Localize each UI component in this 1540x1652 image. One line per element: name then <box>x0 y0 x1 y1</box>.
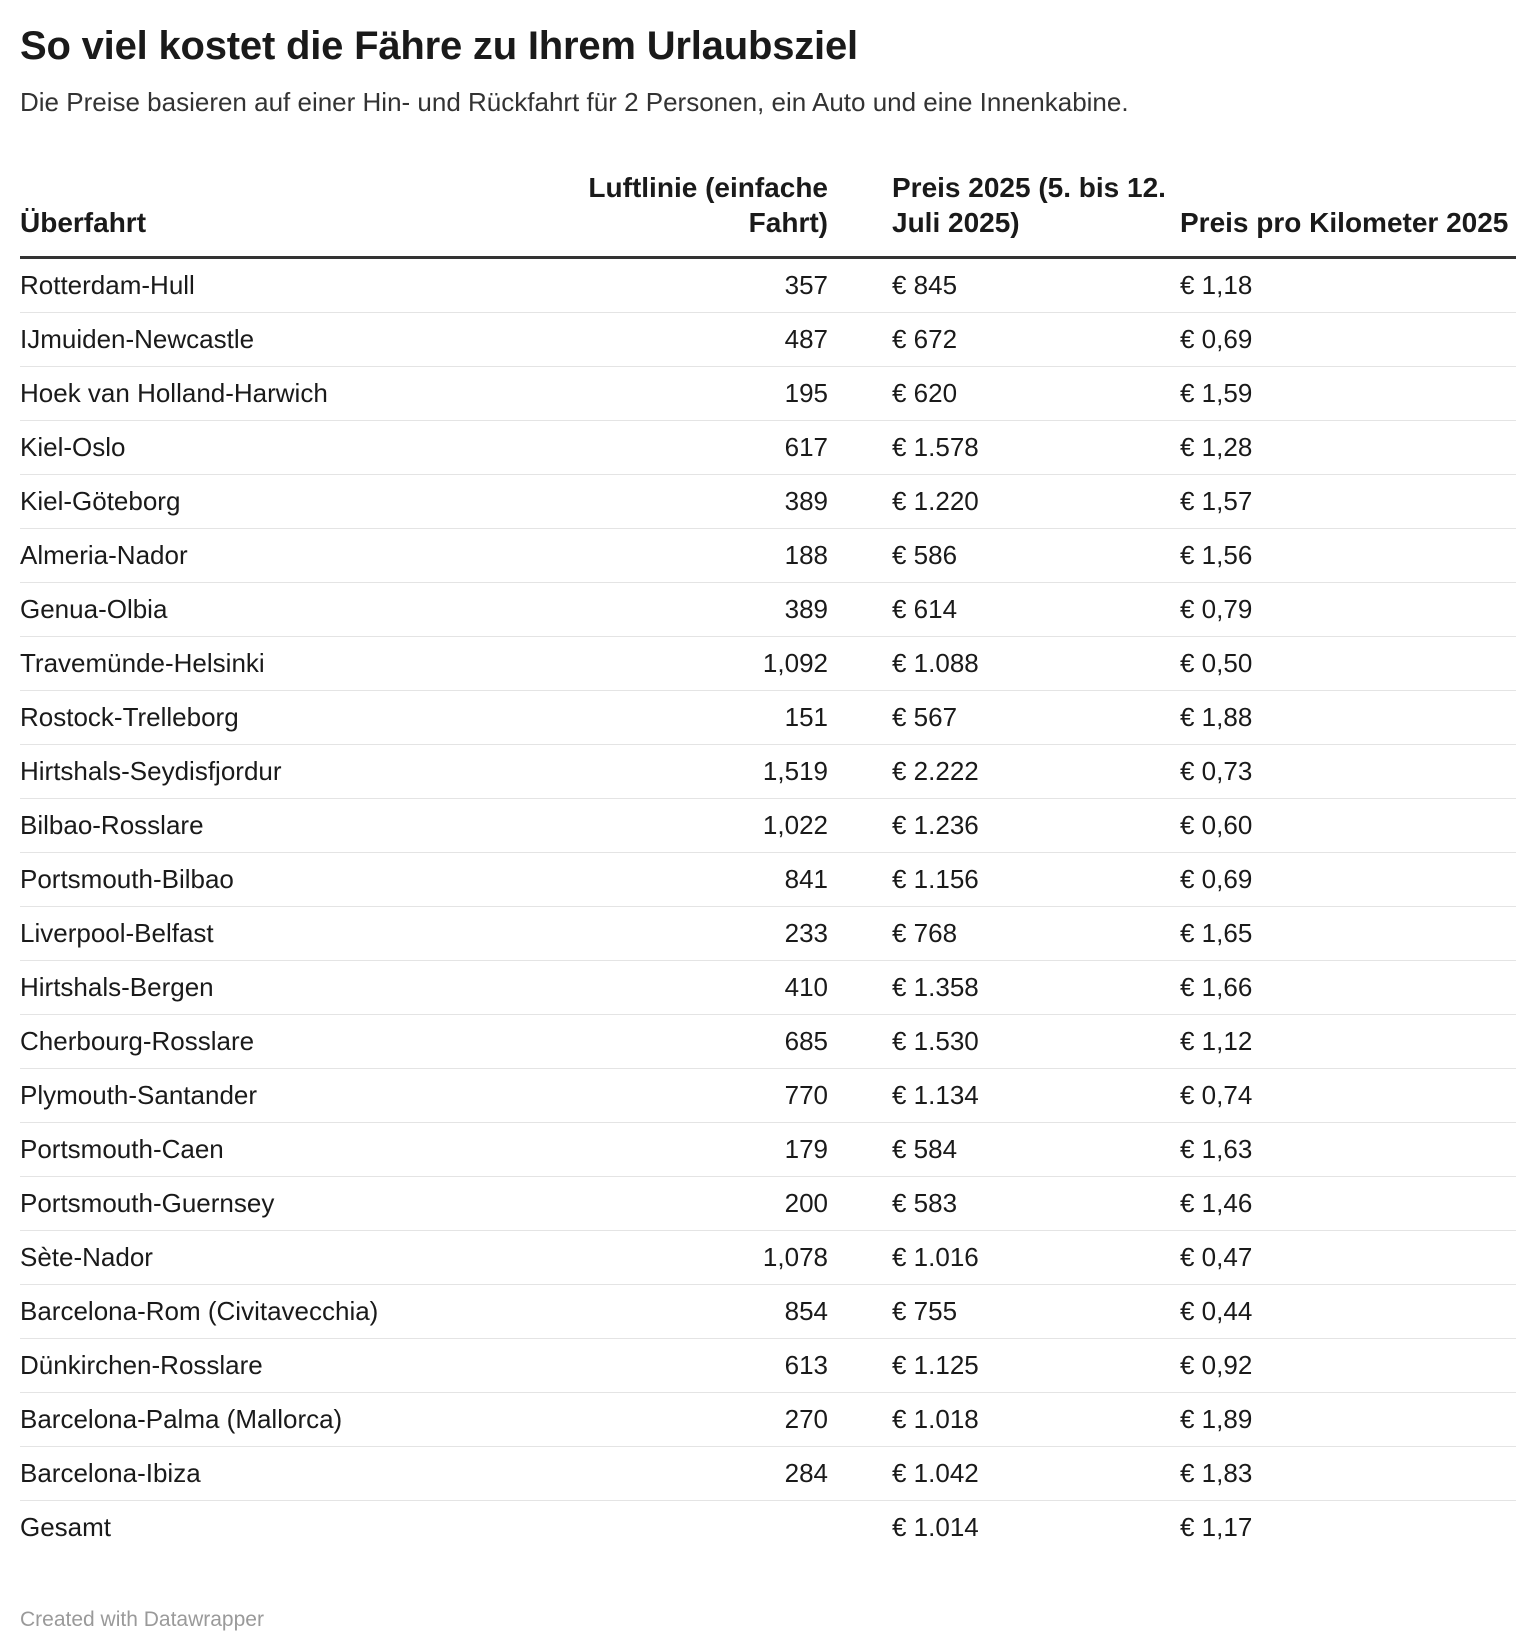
cell-distance: 617 <box>516 421 828 475</box>
table-row <box>20 1285 1516 1339</box>
chart-container <box>20 0 1516 1554</box>
cell-price-per-km: € 1,88 <box>1180 691 1516 745</box>
cell-route: Gesamt <box>20 1512 112 1542</box>
cell-distance: 613 <box>516 1339 828 1393</box>
table-row <box>20 367 1516 421</box>
cell-distance: 841 <box>516 853 828 907</box>
cell-distance: 188 <box>516 529 828 583</box>
cell-distance: 270 <box>516 1393 828 1447</box>
cell-price-per-km: € 1,12 <box>1180 1015 1516 1069</box>
cell-distance <box>516 1501 828 1555</box>
cell-price-per-km: € 1,66 <box>1180 961 1516 1015</box>
table-row <box>20 637 1516 691</box>
cell-distance: 195 <box>516 367 828 421</box>
table-row <box>20 745 1516 799</box>
table-row <box>20 1339 1516 1393</box>
cell-route: Portsmouth-Caen <box>20 1123 516 1177</box>
cell-distance: 685 <box>516 1015 828 1069</box>
footer-credit: Created with Datawrapper <box>20 1608 264 1631</box>
cell-route: Barcelona-Rom (Civitavecchia) <box>20 1285 516 1339</box>
table-row <box>20 1447 1516 1501</box>
cell-route: Liverpool-Belfast <box>20 907 516 961</box>
cell-distance: 410 <box>516 961 828 1015</box>
cell-distance: 179 <box>516 1123 828 1177</box>
cell-distance: 770 <box>516 1069 828 1123</box>
cell-price: € 1.220 <box>828 475 1180 529</box>
cell-price-per-km: € 0,69 <box>1180 853 1516 907</box>
table-row <box>20 1231 1516 1285</box>
cell-price-per-km: € 1,57 <box>1180 475 1516 529</box>
table-row <box>20 1177 1516 1231</box>
cell-distance: 854 <box>516 1285 828 1339</box>
cell-price: € 1.358 <box>828 961 1180 1015</box>
cell-price-per-km: € 0,74 <box>1180 1069 1516 1123</box>
cell-price-per-km: € 1,46 <box>1180 1177 1516 1231</box>
column-header-price[interactable]: Preis 2025 (5. bis 12. Juli 2025) <box>828 170 1180 258</box>
cell-price-per-km: € 0,79 <box>1180 583 1516 637</box>
cell-price: € 614 <box>828 583 1180 637</box>
table-row <box>20 907 1516 961</box>
cell-price: € 1.016 <box>828 1231 1180 1285</box>
cell-price: € 583 <box>828 1177 1180 1231</box>
cell-distance: 389 <box>516 583 828 637</box>
table-row <box>20 1069 1516 1123</box>
column-header-route[interactable]: Überfahrt <box>20 170 516 258</box>
cell-route: Cherbourg-Rosslare <box>20 1015 516 1069</box>
cell-route: Almeria-Nador <box>20 529 516 583</box>
cell-price-per-km: € 1,65 <box>1180 907 1516 961</box>
cell-distance: 357 <box>516 258 828 313</box>
cell-price-per-km: € 1,56 <box>1180 529 1516 583</box>
cell-price: € 768 <box>828 907 1180 961</box>
cell-price-per-km: € 1,63 <box>1180 1123 1516 1177</box>
cell-price: € 1.018 <box>828 1393 1180 1447</box>
cell-route: Sète-Nador <box>20 1231 516 1285</box>
cell-route: Plymouth-Santander <box>20 1069 516 1123</box>
table-row <box>20 799 1516 853</box>
table-row <box>20 529 1516 583</box>
ferry-price-table <box>20 170 1516 1554</box>
cell-route: IJmuiden-Newcastle <box>20 313 516 367</box>
cell-route: Kiel-Oslo <box>20 421 516 475</box>
chart-subtitle: Die Preise basieren auf einer Hin- und Rückfahrt für 2 Personen, ein Auto und eine Innenkabine. <box>20 87 1129 117</box>
cell-price-per-km: € 1,28 <box>1180 421 1516 475</box>
cell-route: Barcelona-Palma (Mallorca) <box>20 1393 516 1447</box>
cell-distance: 200 <box>516 1177 828 1231</box>
cell-route: Dünkirchen-Rosslare <box>20 1339 516 1393</box>
cell-route: Hirtshals-Seydisfjordur <box>20 745 516 799</box>
table-row <box>20 853 1516 907</box>
cell-distance: 487 <box>516 313 828 367</box>
cell-price: € 672 <box>828 313 1180 367</box>
cell-price: € 1.134 <box>828 1069 1180 1123</box>
cell-route: Hirtshals-Bergen <box>20 961 516 1015</box>
chart-title: So viel kostet die Fähre zu Ihrem Urlaubsziel <box>20 24 858 68</box>
table-row <box>20 691 1516 745</box>
cell-price: € 1.088 <box>828 637 1180 691</box>
table-header-row <box>20 170 1516 258</box>
cell-price: € 586 <box>828 529 1180 583</box>
cell-price-per-km: € 1,18 <box>1180 258 1516 313</box>
cell-price: € 1.236 <box>828 799 1180 853</box>
cell-price-per-km: € 0,44 <box>1180 1285 1516 1339</box>
table-body <box>20 258 1516 1555</box>
cell-route: Genua-Olbia <box>20 583 516 637</box>
cell-distance: 1,519 <box>516 745 828 799</box>
cell-route: Bilbao-Rosslare <box>20 799 516 853</box>
cell-route: Rostock-Trelleborg <box>20 691 516 745</box>
cell-price-per-km: € 0,50 <box>1180 637 1516 691</box>
cell-price-per-km: € 1,89 <box>1180 1393 1516 1447</box>
cell-price: € 620 <box>828 367 1180 421</box>
table-row <box>20 1501 1516 1555</box>
table-row <box>20 258 1516 313</box>
table-row <box>20 421 1516 475</box>
column-header-distance[interactable]: Luftlinie (einfache Fahrt) <box>516 170 828 258</box>
cell-price-per-km: € 1,83 <box>1180 1447 1516 1501</box>
cell-price-per-km: € 0,69 <box>1180 313 1516 367</box>
cell-distance: 1,092 <box>516 637 828 691</box>
cell-distance: 233 <box>516 907 828 961</box>
cell-route: Barcelona-Ibiza <box>20 1447 516 1501</box>
cell-price-per-km: € 0,47 <box>1180 1231 1516 1285</box>
table-row <box>20 583 1516 637</box>
cell-distance: 389 <box>516 475 828 529</box>
cell-price: € 1.014 <box>892 1512 979 1542</box>
cell-price-per-km: € 1,59 <box>1180 367 1516 421</box>
cell-price: € 584 <box>828 1123 1180 1177</box>
cell-distance: 1,022 <box>516 799 828 853</box>
cell-route: Travemünde-Helsinki <box>20 637 516 691</box>
cell-price: € 755 <box>828 1285 1180 1339</box>
cell-price: € 2.222 <box>828 745 1180 799</box>
cell-price: € 1.125 <box>828 1339 1180 1393</box>
table-row <box>20 313 1516 367</box>
cell-route: Portsmouth-Guernsey <box>20 1177 516 1231</box>
cell-distance: 151 <box>516 691 828 745</box>
table-row <box>20 961 1516 1015</box>
cell-price: € 1.530 <box>828 1015 1180 1069</box>
cell-route: Kiel-Göteborg <box>20 475 516 529</box>
cell-price-per-km: € 0,73 <box>1180 745 1516 799</box>
cell-route: Hoek van Holland-Harwich <box>20 367 516 421</box>
cell-distance: 1,078 <box>516 1231 828 1285</box>
cell-price-per-km: € 1,17 <box>1180 1512 1253 1542</box>
cell-route: Rotterdam-Hull <box>20 258 516 313</box>
cell-price-per-km: € 0,60 <box>1180 799 1516 853</box>
table-row <box>20 1015 1516 1069</box>
cell-price: € 845 <box>828 258 1180 313</box>
column-header-price-per-km[interactable]: Preis pro Kilometer 2025 <box>1180 170 1516 258</box>
cell-price: € 567 <box>828 691 1180 745</box>
cell-price-per-km: € 0,92 <box>1180 1339 1516 1393</box>
cell-price: € 1.578 <box>828 421 1180 475</box>
table-row <box>20 1123 1516 1177</box>
cell-route: Portsmouth-Bilbao <box>20 853 516 907</box>
cell-distance: 284 <box>516 1447 828 1501</box>
cell-price: € 1.156 <box>828 853 1180 907</box>
table-row <box>20 475 1516 529</box>
cell-price: € 1.042 <box>828 1447 1180 1501</box>
table-row <box>20 1393 1516 1447</box>
